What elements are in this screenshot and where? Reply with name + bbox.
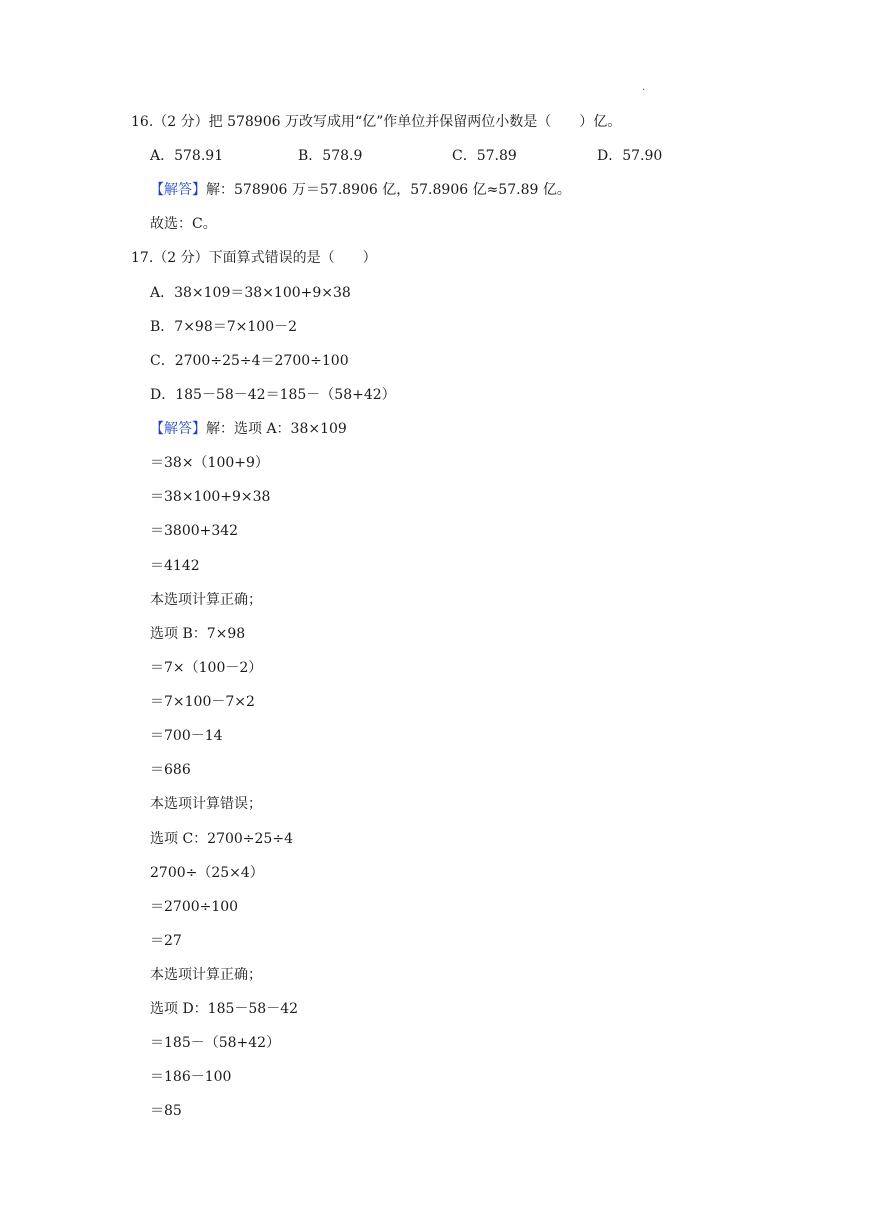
- q16-option-b: B．578.9: [298, 148, 363, 164]
- q17-option-a: A．38×109＝38×100+9×38: [150, 285, 351, 301]
- solution-step: 选项 D：185－58－42: [150, 1001, 299, 1017]
- q17-answer-first: 解：选项 A：38×109: [206, 421, 347, 437]
- q17-option-b: B．7×98＝7×100－2: [150, 319, 298, 335]
- q16-option-d: D．57.90: [597, 148, 663, 164]
- solution-step: 本选项计算正确；: [150, 592, 262, 608]
- question-17-stem: 17.（2 分）下面算式错误的是（ ）: [131, 250, 377, 266]
- solution-step: ＝38×（100+9）: [150, 455, 269, 471]
- answer-tag: 【解答】: [150, 182, 206, 198]
- q16-option-c: C．57.89: [452, 148, 517, 164]
- solution-step: 本选项计算错误；: [150, 796, 262, 812]
- solution-step: ＝700－14: [150, 728, 223, 744]
- solution-step: ＝2700÷100: [150, 899, 239, 915]
- solution-step: 2700÷（25×4）: [150, 865, 264, 881]
- solution-step: 选项 C：2700÷25÷4: [150, 831, 293, 847]
- solution-step: ＝38×100+9×38: [150, 489, 271, 505]
- question-16-stem: 16.（2 分）把 578906 万改写成用“亿”作单位并保留两位小数是（ ）亿。: [131, 114, 622, 130]
- solution-step: ＝185－（58+42）: [150, 1035, 281, 1051]
- q17-option-c: C．2700÷25÷4＝2700÷100: [150, 353, 349, 369]
- answer-tag: 【解答】: [150, 421, 206, 437]
- solution-step: ＝7×100－7×2: [150, 694, 255, 710]
- q17-option-d: D．185－58－42＝185－（58+42）: [150, 387, 396, 403]
- solution-step: 选项 B：7×98: [150, 626, 246, 642]
- q16-answer-text: 解：578906 万＝57.8906 亿，57.8906 亿≈57.89 亿。: [206, 182, 571, 198]
- solution-step: 本选项计算正确；: [150, 967, 262, 983]
- q16-choice: 故选：C。: [150, 216, 217, 232]
- solution-step: ＝186－100: [150, 1069, 232, 1085]
- solution-step: ＝3800+342: [150, 523, 239, 539]
- corner-mark: .: [642, 82, 646, 93]
- q16-answer: [150, 180, 571, 200]
- solution-step: ＝7×（100－2）: [150, 660, 263, 676]
- solution-step: ＝686: [150, 762, 191, 778]
- solution-step: ＝27: [150, 933, 182, 949]
- q16-option-a: A．578.91: [150, 148, 224, 164]
- q17-answer: [150, 419, 347, 439]
- solution-step: ＝85: [150, 1103, 182, 1119]
- solution-step: ＝4142: [150, 558, 200, 574]
